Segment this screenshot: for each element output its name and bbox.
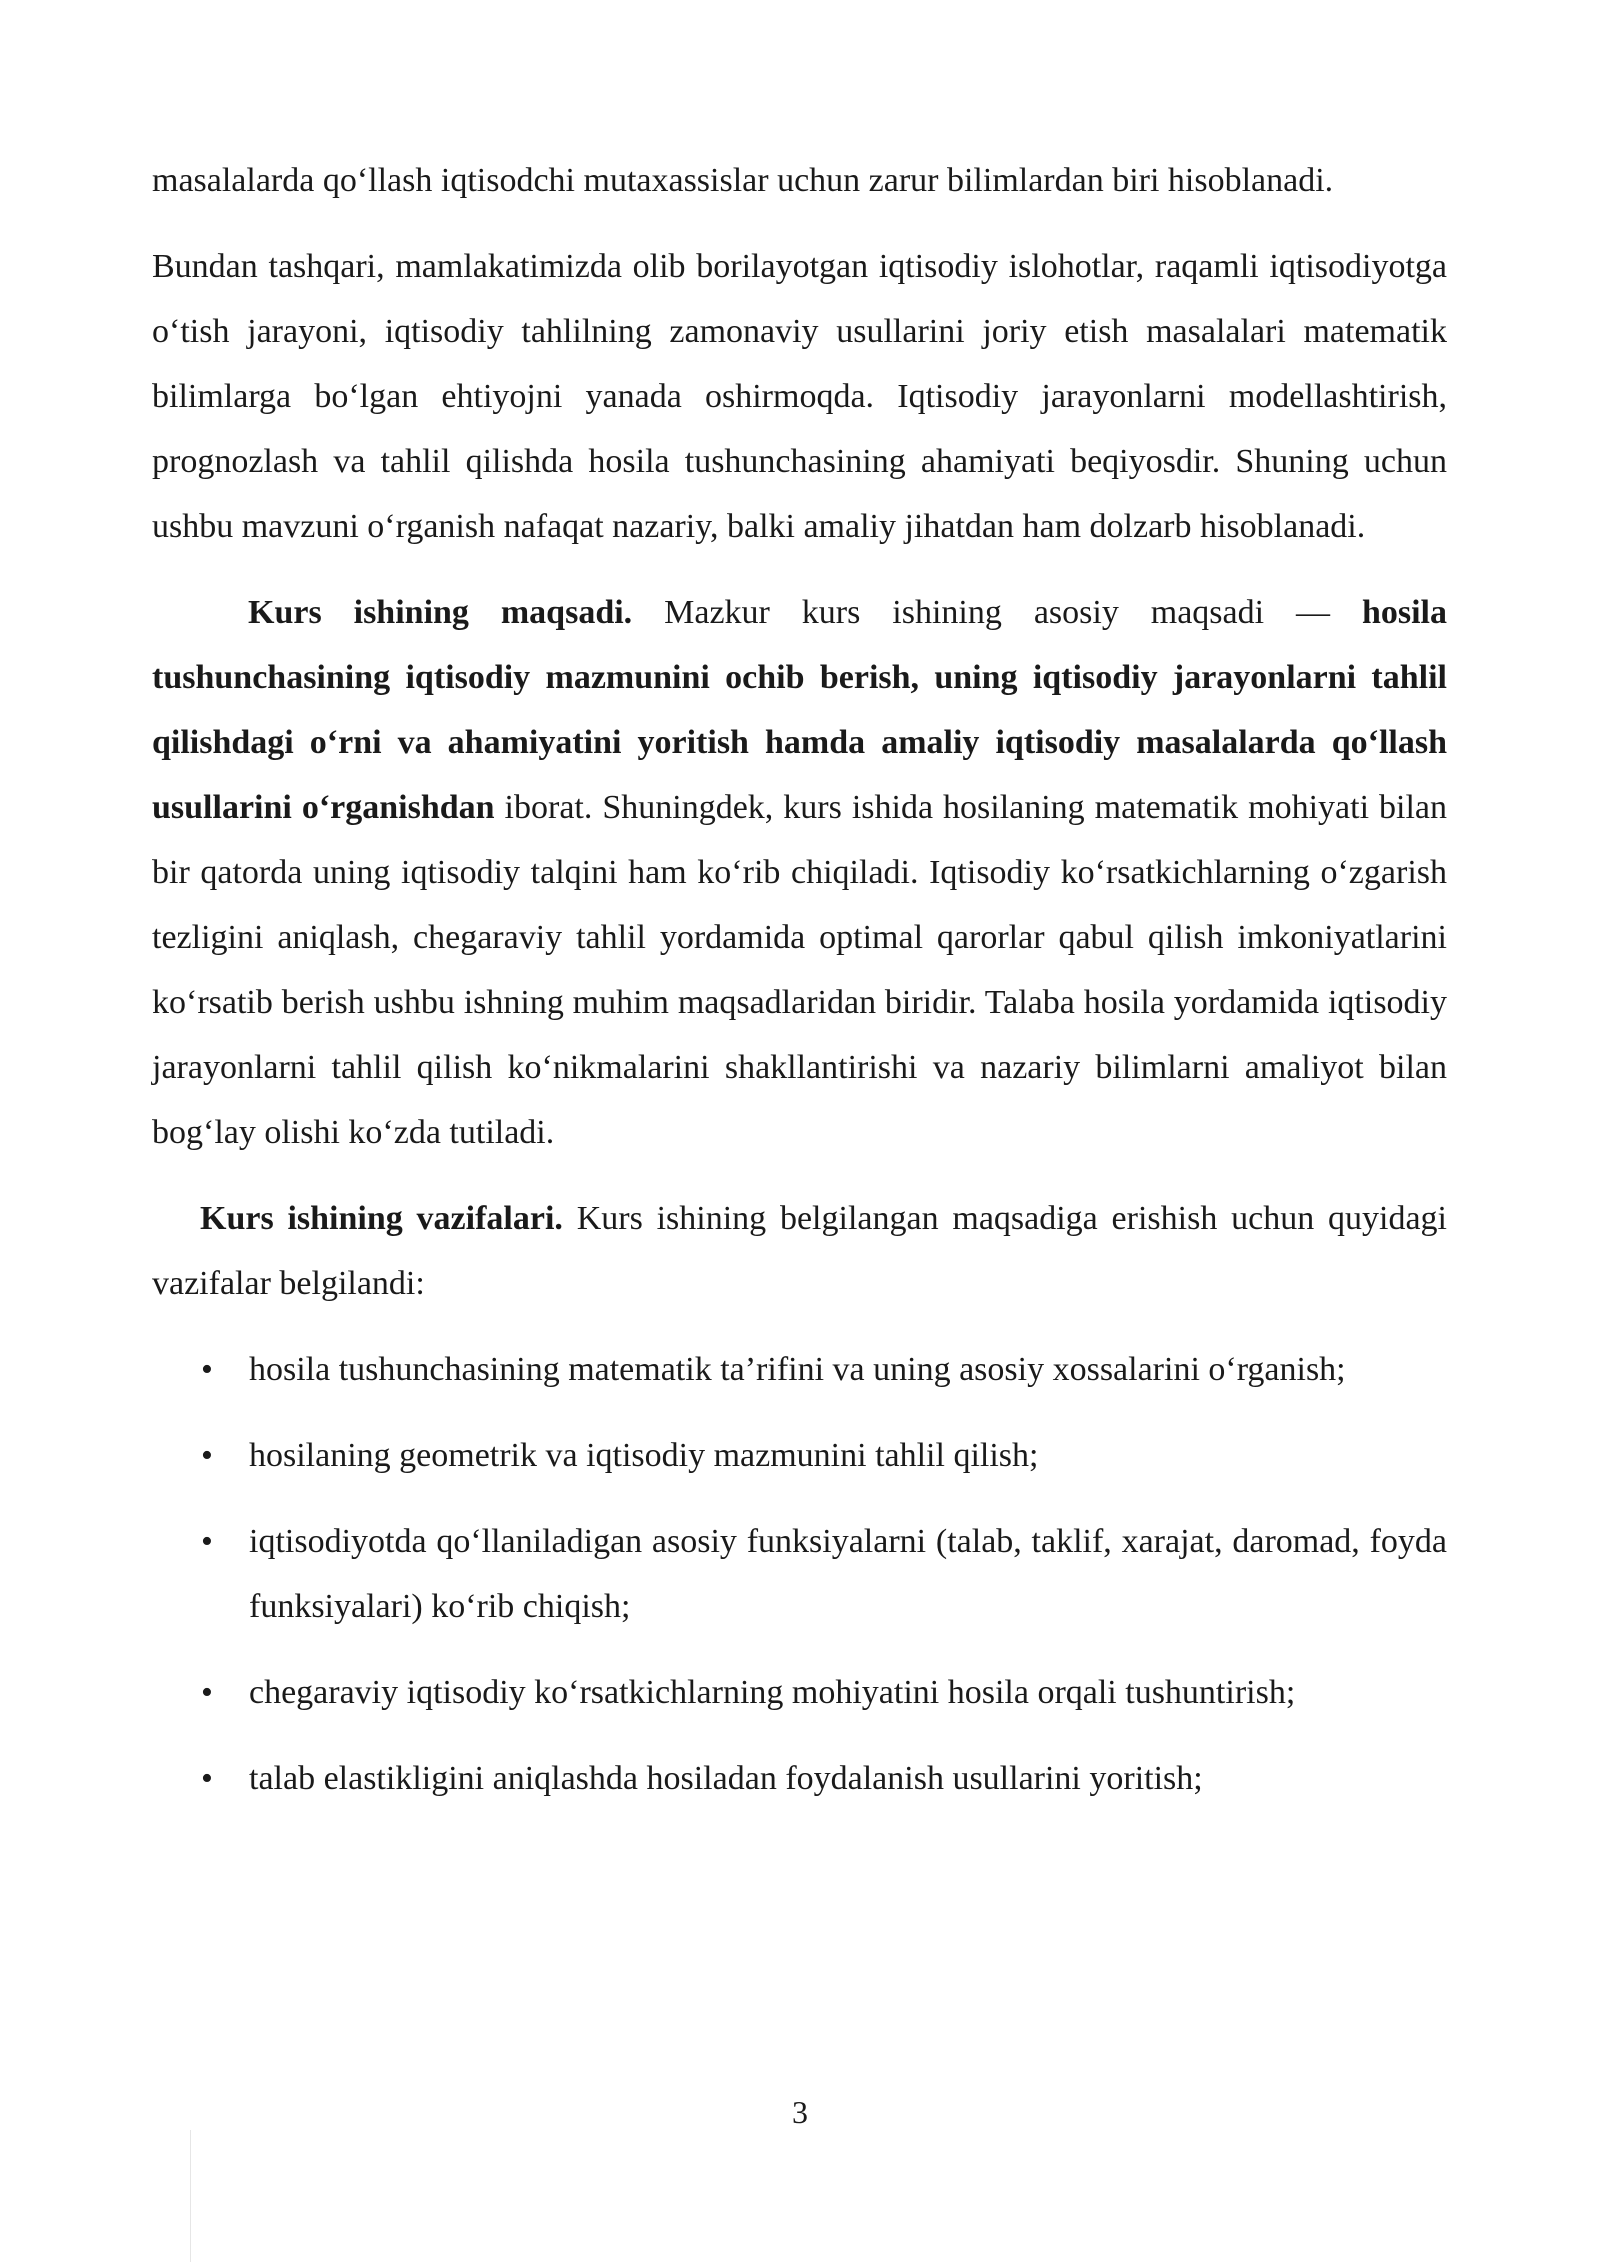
list-item-text: hosila tushunchasining matematik ta’rifini va uning asosiy xossalarini o‘rganish; [249, 1351, 1346, 1388]
list-item-text: iqtisodiyotda qo‘llaniladigan asosiy funksiyalarni (talab, taklif, xarajat, daromad, foyda funksiyalari) ko‘rib chiqish; [249, 1523, 1447, 1625]
page-edge-line [190, 2130, 191, 2262]
list-item-text: chegaraviy iqtisodiy ko‘rsatkichlarning mohiyatini hosila orqali tushuntirish; [249, 1674, 1296, 1711]
page-number: 3 [792, 2094, 808, 2130]
list-item-text: talab elastikligini aniqlashda hosiladan foydalanish usullarini yoritish; [249, 1760, 1203, 1797]
goal-emphasis-text: hosila tushunchasining iqtisodiy mazmunini ochib berish, uning iqtisodiy jarayonlarni tahlil qilishdagi o‘rni va ahamiyatini yoritish hamda amaliy iqtisodiy masalalarda qo‘llash usullarini o‘rganishdan [152, 594, 1447, 826]
bullet-icon: • [201, 1437, 213, 1474]
paragraph-goal [152, 580, 1447, 1165]
goal-heading: Kurs ishining maqsadi. [248, 594, 633, 631]
page-body [152, 148, 1447, 1832]
bullet-icon: • [201, 1760, 213, 1797]
bullet-icon: • [201, 1351, 213, 1388]
list-item [152, 1509, 1447, 1639]
goal-rest-text: iborat. Shuningdek, kurs ishida hosilaning matematik mohiyati bilan bir qatorda uning iqtisodiy talqini ham ko‘rib chiqiladi. Iqtisodiy ko‘rsatkichlarning o‘zgarish tezligini aniqlash, chegaraviy tahlil yordamida optimal qarorlar qabul qilish imkoniyatlarini ko‘rsatib berish ushbu ishning muhim maqsadlaridan biridir. Talaba hosila yordamida iqtisodiy jarayonlarni tahlil qilish ko‘nikmalarini shakllantirishi va nazariy bilimlarni amaliyot bilan bog‘lay olishi ko‘zda tutiladi. [152, 789, 1448, 1151]
goal-intro-text: Mazkur kurs ishining asosiy maqsadi — [632, 594, 1362, 631]
paragraph-tasks-intro [152, 1186, 1447, 1316]
list-item [152, 1746, 1447, 1811]
paragraph-intro-continuation: masalalarda qo‘llash iqtisodchi mutaxassislar uchun zarur bilimlardan biri hisoblanadi. [152, 162, 1334, 199]
bullet-icon: • [201, 1523, 213, 1560]
tasks-list [152, 1337, 1447, 1811]
list-item [152, 1423, 1447, 1488]
tasks-intro-text: Kurs ishining belgilangan maqsadiga erishish uchun quyidagi vazifalar belgilandi: [152, 1200, 1447, 1302]
list-item [152, 1660, 1447, 1725]
tasks-heading: Kurs ishining vazifalari. [200, 1200, 563, 1237]
list-item [152, 1337, 1447, 1402]
bullet-icon: • [201, 1674, 213, 1711]
list-item-text: hosilaning geometrik va iqtisodiy mazmunini tahlil qilish; [249, 1437, 1039, 1474]
paragraph-reforms: Bundan tashqari, mamlakatimizda olib borilayotgan iqtisodiy islohotlar, raqamli iqtisodiyotga o‘tish jarayoni, iqtisodiy tahlilning zamonaviy usullarini joriy etish masalalari matematik bilimlarga bo‘lgan ehtiyojni yanada oshirmoqda. Iqtisodiy jarayonlarni modellashtirish, prognozlash va tahlil qilishda hosila tushunchasining ahamiyati beqiyosdir. Shuning uchun ushbu mavzuni o‘rganish nafaqat nazariy, balki amaliy jihatdan ham dolzarb hisoblanadi. [152, 248, 1447, 545]
